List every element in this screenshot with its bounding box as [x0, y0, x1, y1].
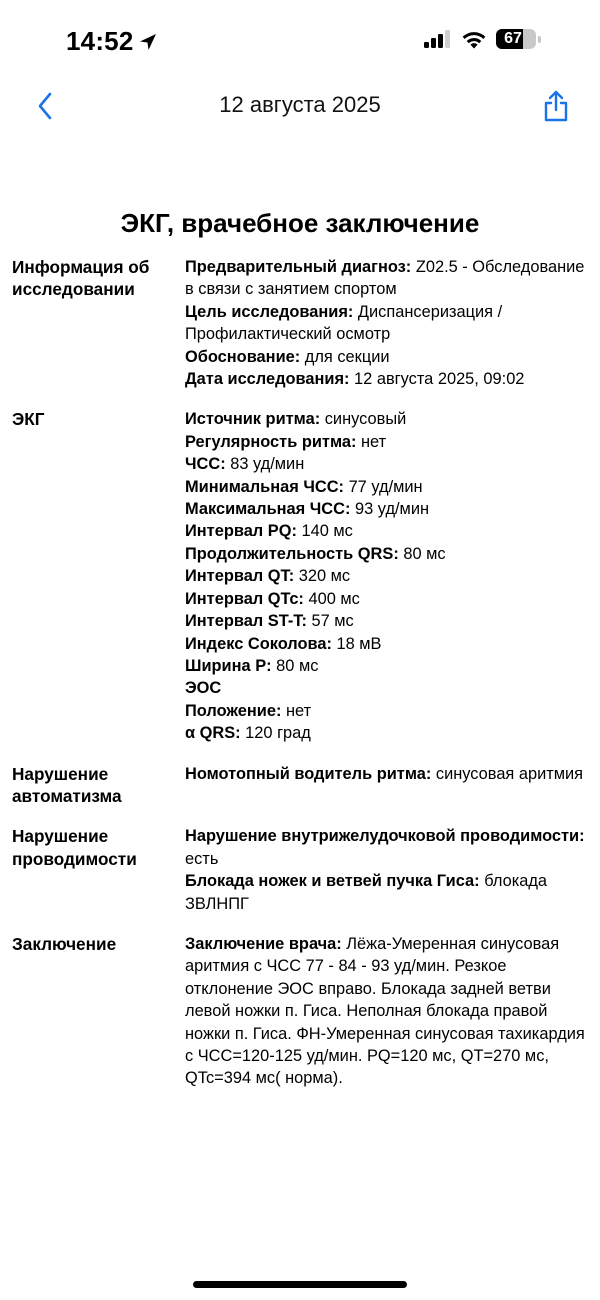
field-preliminary-diagnosis: Предварительный диагноз: Z02.5 - Обследование в связи с занятием спортом [185, 258, 585, 299]
field-intraventricular-conduction: Нарушение внутрижелудочковой проводимости: есть [185, 827, 585, 868]
field-st-t-interval: Интервал ST-T: 57 мс [185, 612, 354, 631]
field-p-width: Ширина P: 80 мс [185, 656, 319, 675]
navigation-bar [0, 84, 600, 128]
section-body [185, 933, 590, 1090]
field-pq-interval: Интервал PQ: 140 мс [185, 522, 353, 541]
field-bundle-branch-block: Блокада ножек и ветвей пучка Гиса: блокада ЗВЛНПГ [185, 872, 548, 913]
section-label: Нарушение проводимости [12, 826, 137, 869]
field-qt-interval: Интервал QT: 320 мс [185, 567, 351, 586]
field-min-heart-rate: Минимальная ЧСС: 77 уд/мин [185, 477, 423, 496]
section-automatism-disorder [0, 763, 600, 808]
section-study-info [0, 256, 600, 390]
status-icons [424, 29, 541, 49]
wifi-icon [461, 30, 487, 49]
section-conclusion [0, 933, 600, 1090]
section-body [185, 256, 590, 390]
field-eos-position: Положение: нет [185, 701, 312, 720]
battery-icon [496, 29, 536, 49]
field-qrs-duration: Продолжительность QRS: 80 мс [185, 544, 446, 563]
page-title: 12 августа 2025 [219, 92, 381, 117]
field-sokolow-index: Индекс Соколова: 18 мВ [185, 634, 382, 653]
share-button[interactable] [540, 88, 572, 124]
location-arrow-icon [138, 32, 158, 52]
field-heart-rate: ЧСС: 83 уд/мин [185, 455, 305, 474]
document [0, 208, 600, 1108]
home-indicator[interactable] [193, 1281, 407, 1288]
section-label: Информация об исследовании [12, 257, 150, 300]
field-study-date: Дата исследования: 12 августа 2025, 09:02 [185, 370, 525, 389]
section-label: ЭКГ [12, 409, 45, 430]
field-alpha-qrs: α QRS: 120 град [185, 724, 311, 743]
status-time [66, 26, 158, 57]
field-max-heart-rate: Максимальная ЧСС: 93 уд/мин [185, 500, 430, 519]
field-justification: Обоснование: для секции [185, 347, 390, 366]
field-qtc-interval: Интервал QTc: 400 мс [185, 589, 360, 608]
document-title: ЭКГ, врачебное заключение [120, 208, 480, 238]
section-body [185, 408, 590, 744]
section-label: Нарушение автоматизма [12, 763, 122, 806]
battery-percent: 67 [504, 30, 522, 47]
section-body [185, 763, 590, 808]
field-study-purpose: Цель исследования: Диспансеризация / Профилактический осмотр [185, 302, 503, 344]
cellular-signal-icon [424, 30, 452, 48]
clock: 14:52 [66, 26, 134, 56]
field-nomotopic-pacemaker: Номотопный водитель ритма: синусовая аритмия [185, 764, 584, 783]
section-label: Заключение [12, 933, 117, 954]
status-bar [0, 0, 600, 80]
field-eos-heading: ЭОС [185, 679, 222, 698]
section-conduction-disorder [0, 825, 600, 915]
section-ecg [0, 408, 600, 744]
battery-nub [538, 36, 541, 43]
field-doctor-conclusion: Заключение врача: Лёжа-Умеренная синусовая аритмия с ЧСС 77 - 84 - 93 уд/мин. Резкое отклонение ЭОС вправо. Блокада задней ветви левой ножки п. Гиса. Неполная блокада правой ножки п. Гиса. ФН-Умеренная синусовая тахикардия с ЧСС=120-125 уд/мин. PQ=120 мс, QT=270 мс, QTc=394 мс( норма). [185, 934, 585, 1088]
field-rhythm-regularity: Регулярность ритма: нет [185, 432, 387, 451]
field-rhythm-source: Источник ритма: синусовый [185, 410, 407, 429]
section-body [185, 825, 590, 915]
share-icon [543, 90, 569, 122]
